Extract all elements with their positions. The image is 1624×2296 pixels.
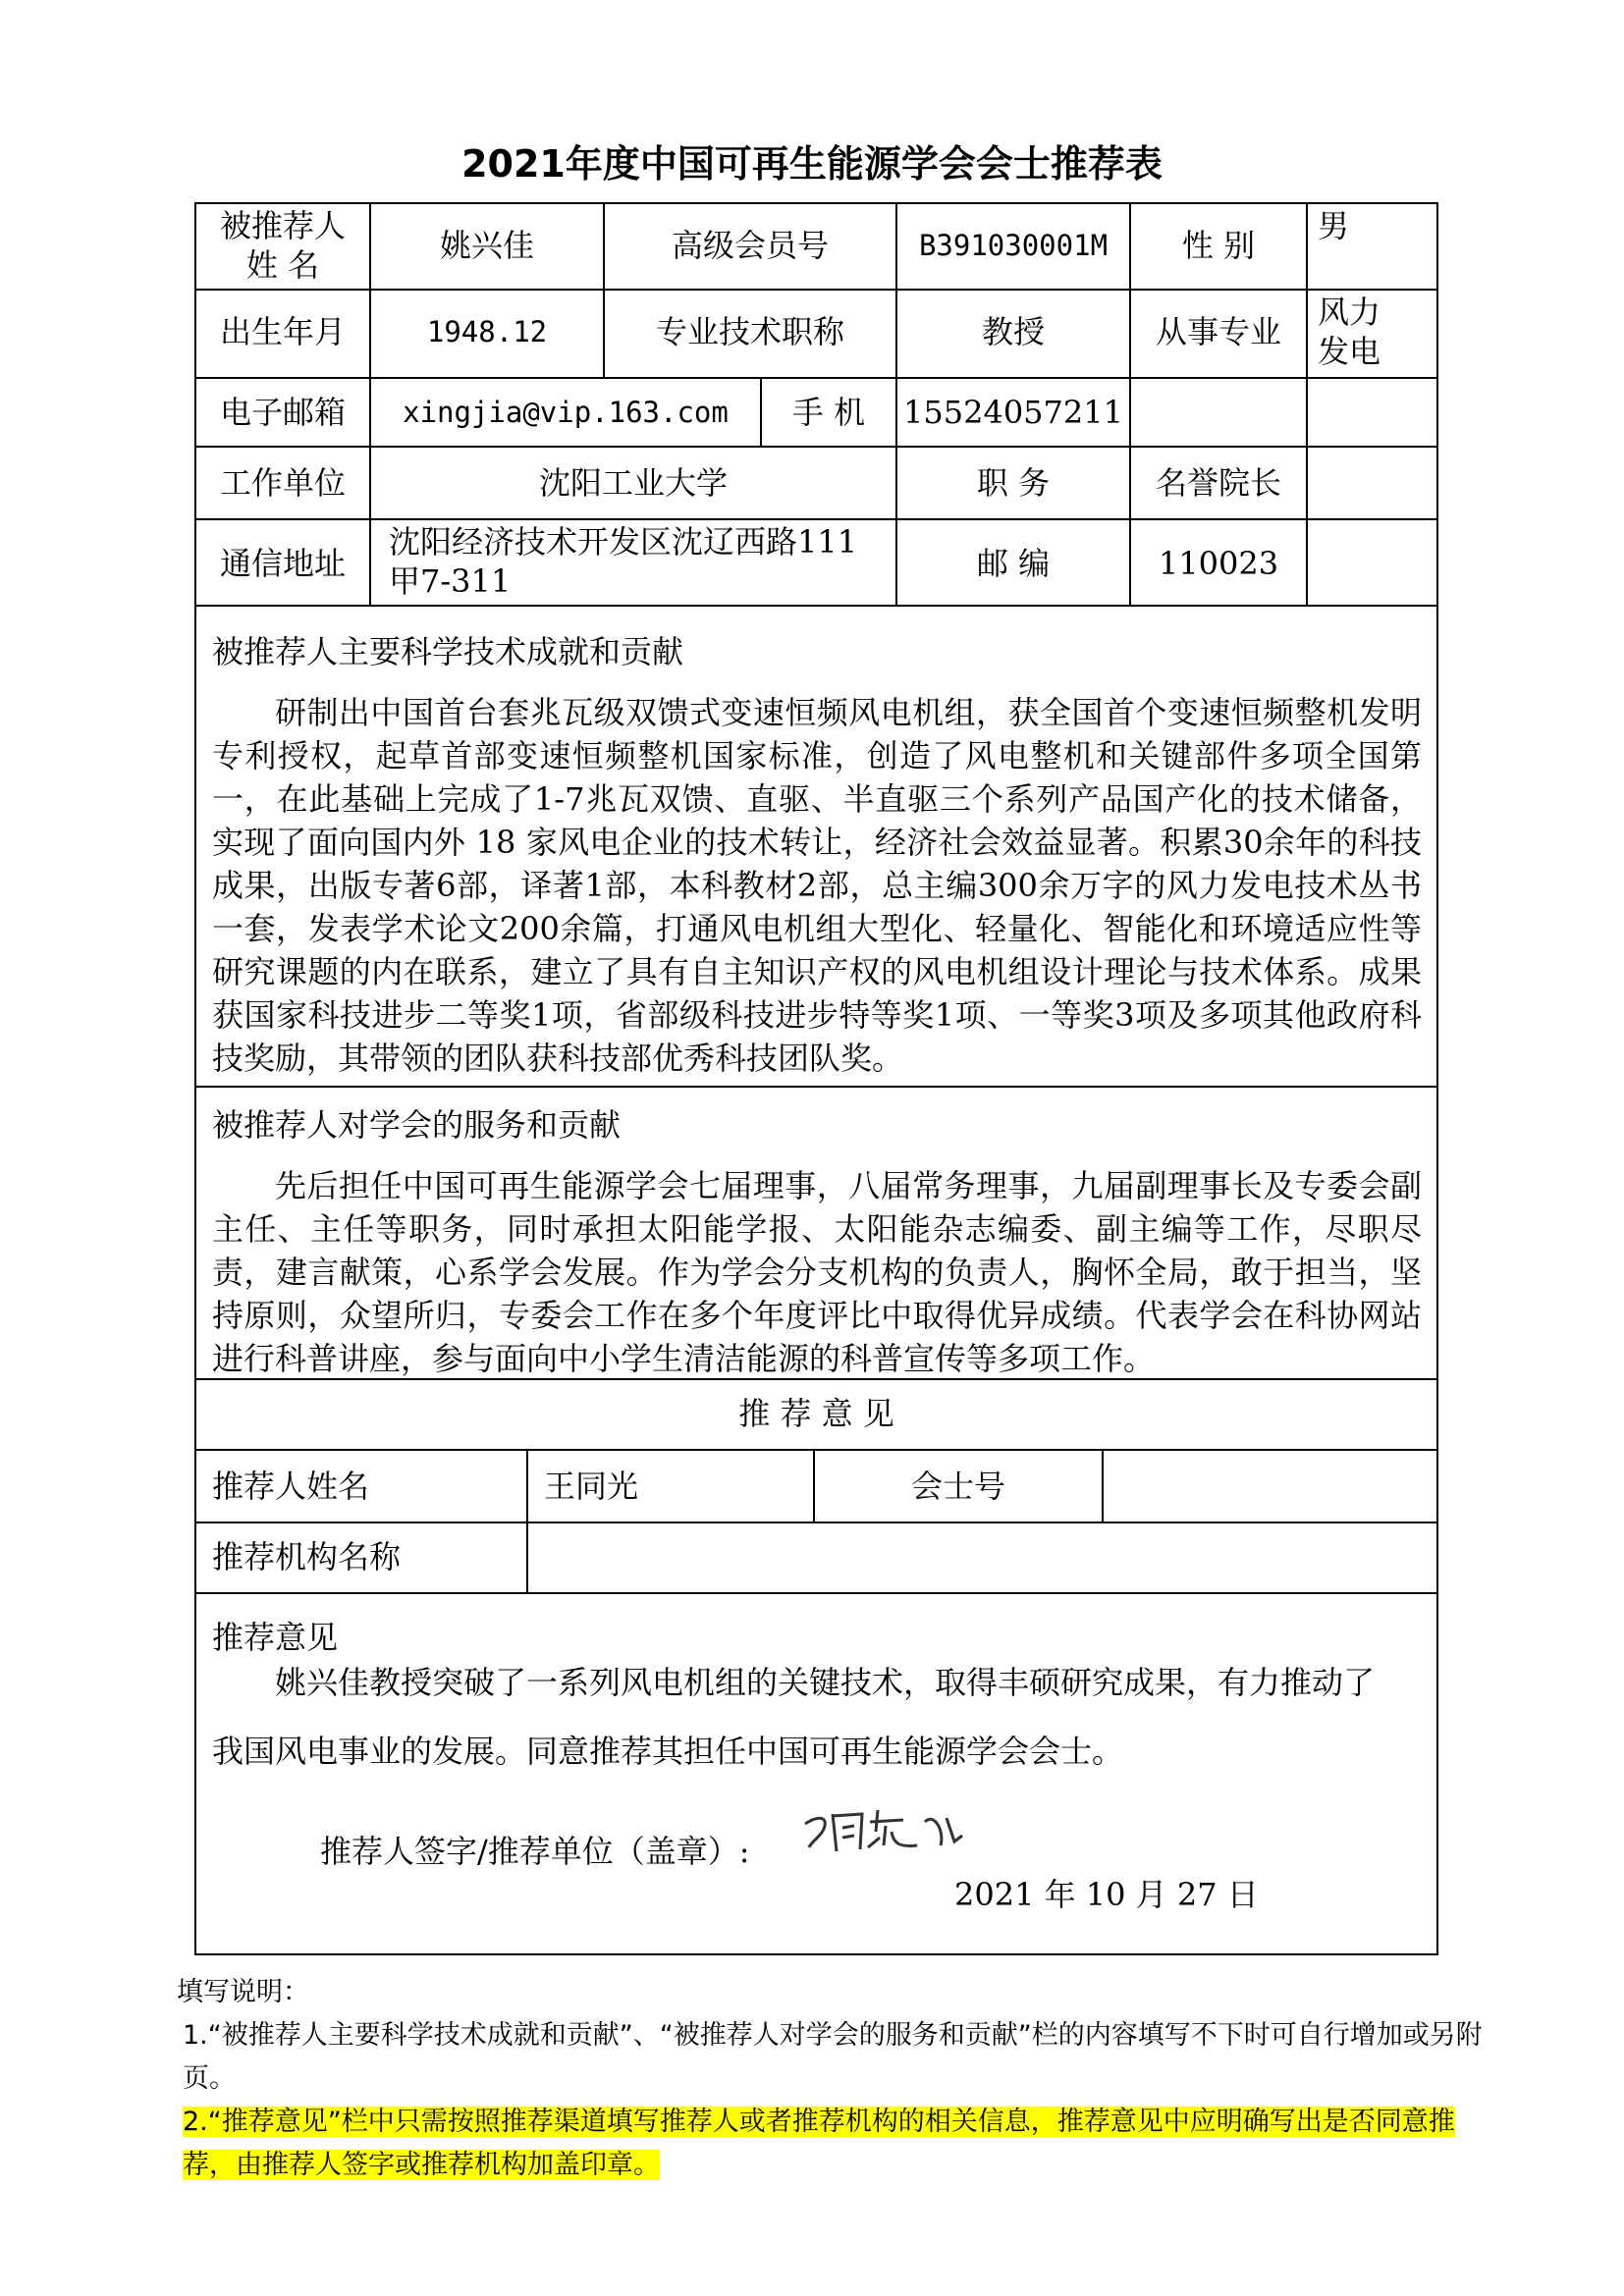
recommender-value: 王同光 (544, 1468, 639, 1505)
gender-value: 男 (1318, 207, 1350, 244)
note-2 (177, 2101, 1489, 2187)
row-divider (194, 1592, 1438, 1594)
org-label: 推荐机构名称 (212, 1538, 402, 1575)
col-divider (1102, 1449, 1104, 1522)
form-title: 2021年度中国可再生能源学会会士推荐表 (461, 142, 1163, 186)
email-label: 电子邮箱 (219, 394, 346, 431)
opinion-heading: 推荐意见 (212, 1619, 339, 1656)
birth-value: 1948.12 (426, 315, 548, 348)
address-value: 沈阳经济技术开发区沈辽西路111 甲7-311 (389, 523, 858, 600)
row-divider (194, 289, 1438, 291)
employer-value: 沈阳工业大学 (538, 464, 728, 502)
name-label: 被推荐人 姓 名 (219, 207, 346, 284)
address-label: 通信地址 (219, 545, 346, 582)
notes-heading: 填写说明： (177, 1977, 309, 2007)
note-1: 1.“被推荐人主要科学技术成就和贡献”、“被推荐人对学会的服务和贡献”栏的内容填写不下时可自行增加或另附页。 (183, 2020, 1483, 2094)
row-divider (194, 1086, 1438, 1088)
col-divider (526, 1449, 528, 1592)
birth-label: 出生年月 (219, 313, 346, 350)
handwritten-signature (797, 1802, 964, 1861)
major-value: 风力 发电 (1318, 294, 1381, 370)
row-divider (194, 1522, 1438, 1523)
position-value: 名誉院长 (1155, 464, 1281, 502)
position-label: 职 务 (976, 464, 1051, 502)
member-no-value: B391030001M (918, 229, 1109, 262)
row-divider (194, 446, 1438, 448)
signature-date: 2021 年 10 月 27 日 (954, 1876, 1259, 1913)
postcode-value: 110023 (1158, 545, 1279, 582)
fellow-no-label: 会士号 (910, 1468, 1005, 1505)
service-heading: 被推荐人对学会的服务和贡献 (212, 1106, 622, 1144)
row-divider (194, 1449, 1438, 1451)
name-value: 姚兴佳 (439, 227, 534, 264)
opinion-line1: 姚兴佳教授突破了一系列风电机组的关键技术，取得丰硕研究成果，有力推动了 (275, 1664, 1376, 1701)
signature-scribble (797, 1802, 964, 1861)
opinion-line2: 我国风电事业的发展。同意推荐其担任中国可再生能源学会会士。 (212, 1733, 1124, 1770)
phone-value: 15524057211 (903, 394, 1123, 431)
row-divider (194, 605, 1438, 607)
achievements-text: 研制出中国首台套兆瓦级双馈式变速恒频风电机组，获全国首个变速恒频整机发明专利授权，起草首部变速恒频整机国家标准，创造了风电整机和关键部件多项全国第一，在此基础上完成了1-7兆瓦双馈、直驱、半直驱三个系列产品国产化的技术储备，实现了面向国内外 18 家风电企业的技术转让，经济社会效益显著。积累30余年的科技成果，出版专著6部，译著1部，本科教材2部，总主编300余万字的风力发电技术丛书一套，发表学术论文200余篇，打通风电机组大型化、轻量化、智能化和环境适应性等研究课题的内在联系，建立了具有自主知识产权的风电机组设计理论与技术体系。成果获国家科技进步二等奖1项，省部级科技进步特等奖1项、一等奖3项及多项其他政府科技奖励，其带领的团队获科技部优秀科技团队奖。 (212, 694, 1422, 1077)
title-label: 专业技术职称 (655, 313, 844, 350)
achievements-heading: 被推荐人主要科学技术成就和贡献 (212, 633, 684, 670)
row-divider (194, 518, 1438, 520)
phone-label: 手 机 (791, 394, 866, 431)
major-label: 从事专业 (1155, 313, 1281, 350)
postcode-label: 邮 编 (976, 545, 1051, 582)
recommendation-section-title: 推 荐 意 见 (738, 1395, 894, 1432)
title-value: 教授 (981, 313, 1045, 350)
employer-label: 工作单位 (219, 464, 346, 502)
service-text: 先后担任中国可再生能源学会七届理事，八届常务理事，九届副理事长及专委会副主任、主任等职务，同时承担太阳能学报、太阳能杂志编委、副主编等工作，尽职尽责，建言献策，心系学会发展。作为学会分支机构的负责人，胸怀全局，敢于担当，坚持原则，众望所归，专委会工作在多个年度评比中取得优异成绩。代表学会在科协网站进行科普讲座，参与面向中小学生清洁能源的科普宣传等多项工作。 (212, 1167, 1422, 1377)
gender-label: 性 别 (1181, 227, 1256, 264)
row-divider (194, 377, 1438, 379)
signature-label: 推荐人签字/推荐单位（盖章）: (320, 1833, 750, 1870)
note-2-text: 2.“推荐意见”栏中只需按照推荐渠道填写推荐人或者推荐机构的相关信息，推荐意见中应明确写出是否同意推荐，由推荐人签字或推荐机构加盖印章。 (183, 2107, 1455, 2180)
email-value: xingjia@vip.163.com (403, 396, 729, 429)
col-divider (1306, 202, 1308, 605)
recommender-label: 推荐人姓名 (212, 1468, 370, 1505)
member-no-label: 高级会员号 (671, 227, 829, 264)
